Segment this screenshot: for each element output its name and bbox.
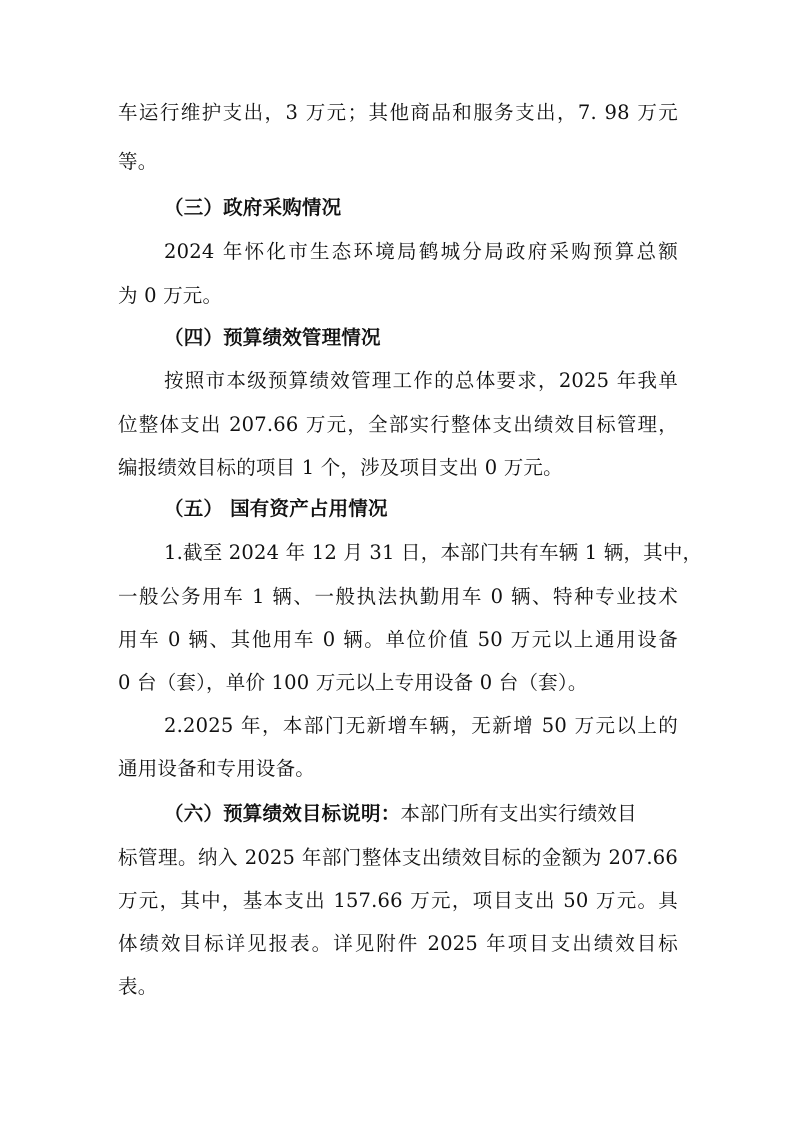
section-4-line-1: 按照市本级预算绩效管理工作的总体要求，2025 年我单 bbox=[164, 369, 678, 392]
section-6-line-5: 表。 bbox=[118, 975, 158, 998]
section-6-line-1-text: 本部门所有支出实行绩效目 bbox=[400, 802, 637, 825]
section-3-line-1: 2024 年怀化市生态环境局鹤城分局政府采购预算总额 bbox=[164, 240, 678, 263]
section-4-heading: （四）预算绩效管理情况 bbox=[164, 326, 381, 349]
section-5-p1-line-3: 用车 0 辆、其他用车 0 辆。单位价值 50 万元以上通用设备 bbox=[118, 628, 678, 651]
intro-line-1: 车运行维护支出，3 万元；其他商品和服务支出，7. 98 万元 bbox=[118, 101, 678, 124]
section-5-p1-line-4: 0 台（套），单价 100 万元以上专用设备 0 台（套）。 bbox=[118, 671, 588, 694]
section-6-line-1 bbox=[164, 802, 678, 826]
section-5-p2-line-1: 2.2025 年，本部门无新增车辆，无新增 50 万元以上的 bbox=[164, 714, 678, 737]
section-6-line-2: 标管理。纳入 2025 年部门整体支出绩效目标的金额为 207.66 bbox=[118, 846, 678, 869]
section-5-p2-line-2: 通用设备和专用设备。 bbox=[118, 757, 316, 780]
section-5-p1-line-2: 一般公务用车 1 辆、一般执法执勤用车 0 辆、特种专业技术 bbox=[118, 585, 678, 608]
section-3-heading: （三）政府采购情况 bbox=[164, 196, 342, 219]
section-4-line-2: 位整体支出 207.66 万元，全部实行整体支出绩效目标管理， bbox=[118, 413, 678, 436]
intro-line-2: 等。 bbox=[118, 150, 158, 173]
section-5-p1-line-1: 1.截至 2024 年 12 月 31 日，本部门共有车辆 1 辆，其中， bbox=[164, 541, 703, 564]
section-5-heading: （五） 国有资产占用情况 bbox=[164, 497, 388, 520]
section-3-line-2: 为 0 万元。 bbox=[118, 284, 223, 307]
section-6-line-4: 体绩效目标详见报表。详见附件 2025 年项目支出绩效目标 bbox=[118, 932, 678, 955]
section-6-heading: （六）预算绩效目标说明： bbox=[164, 802, 401, 825]
section-6-line-3: 万元，其中，基本支出 157.66 万元，项目支出 50 万元。具 bbox=[118, 889, 678, 912]
section-4-line-3: 编报绩效目标的项目 1 个，涉及项目支出 0 万元。 bbox=[118, 456, 563, 479]
